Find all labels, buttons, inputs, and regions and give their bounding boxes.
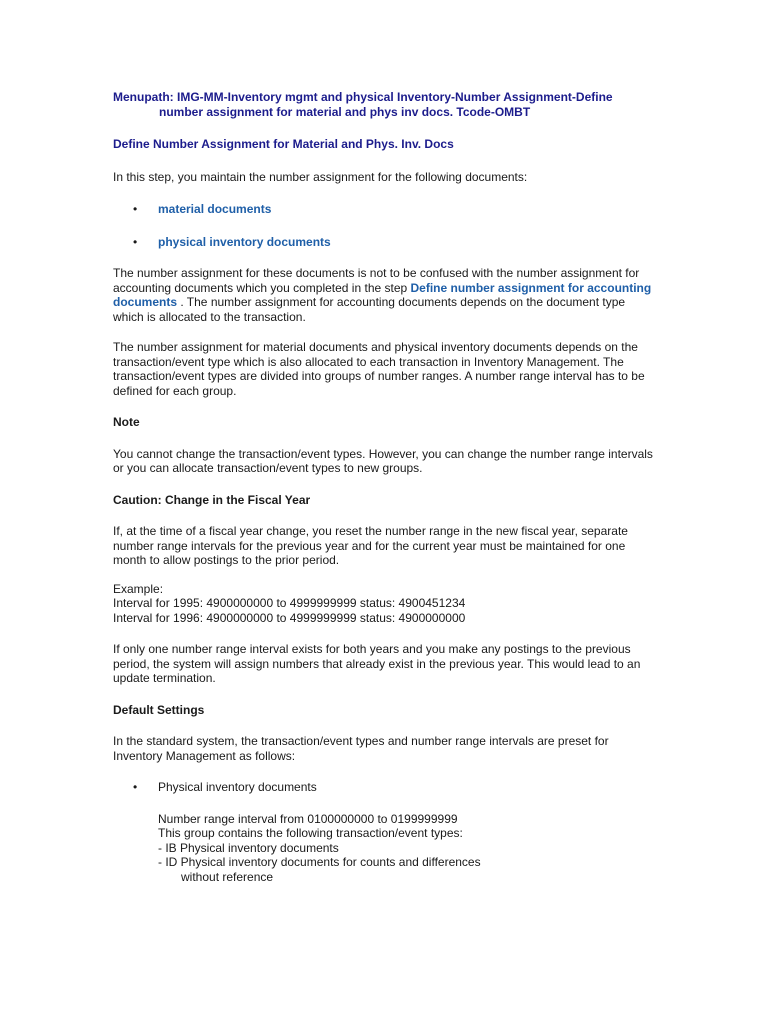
example-label: Example: (113, 581, 164, 596)
bullet-icon: • (133, 234, 138, 249)
caution-heading: Caution: Change in the Fiscal Year (113, 492, 311, 507)
intro-text: In this step, you maintain the number assignment for the following documents: (113, 169, 528, 184)
material-documents-link[interactable]: material documents (158, 202, 272, 216)
event-type-ib: - IB Physical inventory documents (158, 840, 339, 855)
note-heading: Note (113, 415, 140, 429)
list-item (113, 780, 653, 795)
note-text: You cannot change the transaction/event types. However, you can change the number range intervals or you can allocate transaction/event types to new groups. (113, 446, 653, 475)
physical-inventory-documents-item: Physical inventory documents (158, 780, 317, 794)
paragraph-text: The number assignment for these documents is not to be confused with the number assignment for accounting documents which you completed in the step (113, 266, 640, 295)
menupath (113, 90, 653, 119)
example-line-1995: Interval for 1995: 4900000000 to 4999999999 status: 4900451234 (113, 596, 466, 610)
bullet-icon: • (133, 202, 138, 216)
page-title: Define Number Assignment for Material and Phys. Inv. Docs (113, 137, 454, 151)
number-range-details (113, 812, 653, 885)
document-content (113, 90, 653, 884)
list-item (113, 202, 653, 217)
list-item (113, 235, 653, 250)
default-settings-heading: Default Settings (113, 702, 205, 717)
paragraph-text: . The number assignment for accounting documents depends on the document type which is allocated to the transaction. (113, 295, 626, 324)
event-type-id-continuation: without reference (181, 869, 274, 884)
default-settings-text: In the standard system, the transaction/event types and number range intervals are preset for Inventory Management as follows: (113, 734, 609, 763)
caution-consequence-text: If only one number range interval exists for both years and you make any postings to the previous period, the system will assign numbers that already exist in the previous year. This would lead to an update termination. (113, 642, 641, 685)
paragraph-transaction-types: The number assignment for material documents and physical inventory documents depends on the transaction/event type which is also allocated to each transaction in Inventory Management. The transaction/event types are divided into groups of number ranges. A number range interval has to be defined for each group. (113, 340, 645, 398)
menupath-line-1: Menupath: IMG-MM-Inventory mgmt and physical Inventory-Number Assignment-Define (113, 90, 613, 104)
menupath-line-2: number assignment for material and phys inv docs. Tcode-OMBT (159, 104, 531, 119)
define-accounting-number-assignment-link[interactable]: Define number assignment for accounting documents (113, 280, 652, 309)
physical-inventory-documents-link[interactable]: physical inventory documents (158, 234, 331, 249)
group-contains-text: This group contains the following transaction/event types: (158, 826, 463, 840)
caution-text: If, at the time of a fiscal year change, you reset the number range in the new fiscal year, separate number range intervals for the previous year and for the current year must be maintained for one month to allow postings to the prior period. (113, 524, 628, 567)
bullet-icon: • (133, 780, 138, 794)
example-line-1996: Interval for 1996: 4900000000 to 4999999999 status: 4900000000 (113, 610, 466, 625)
default-settings-list (113, 780, 653, 795)
paragraph-number-assignment (113, 266, 653, 324)
document-link-list (113, 202, 653, 249)
number-range-interval: Number range interval from 0100000000 to 0199999999 (158, 811, 458, 826)
event-type-id: - ID Physical inventory documents for counts and differences (158, 855, 481, 869)
